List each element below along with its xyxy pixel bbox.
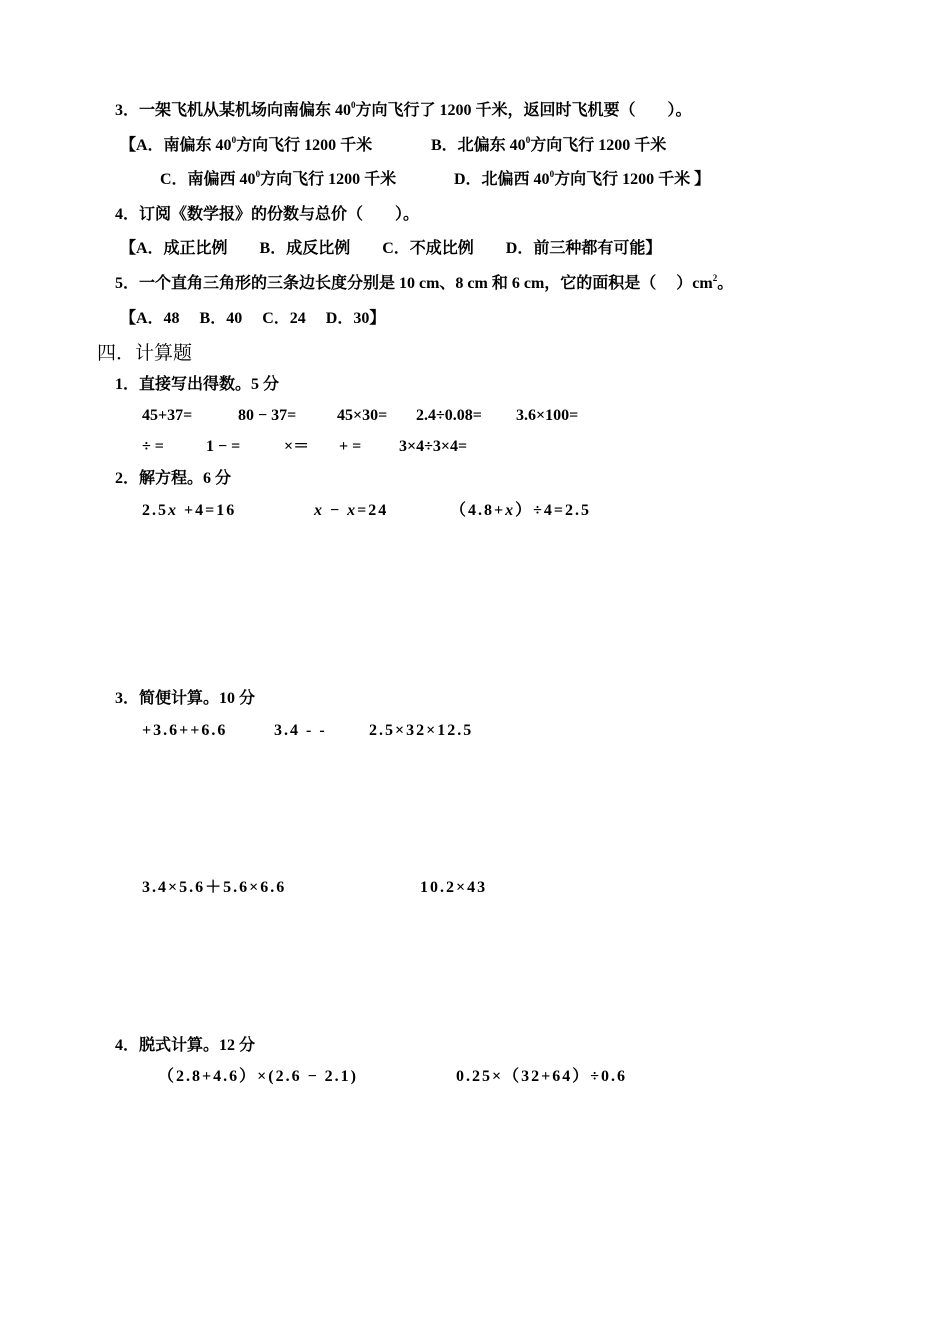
equation-2 bbox=[314, 500, 388, 522]
calc-1-item: 45×30= bbox=[337, 407, 388, 424]
degree-superscript: 0 bbox=[231, 135, 237, 145]
calc-1-heading: 1．直接写出得数。5 分 bbox=[115, 376, 280, 393]
question-3-text: 3．一架飞机从某机场向南偏东 40 bbox=[115, 102, 352, 119]
calc-2-heading: 2．解方程。6 分 bbox=[115, 470, 232, 487]
calc-3-item: 3.4×5.6＋5.6×6.6 bbox=[142, 879, 287, 896]
degree-superscript: 0 bbox=[549, 169, 555, 179]
variable-x: x bbox=[505, 502, 516, 519]
equation-1-coefficient: 2.5 bbox=[142, 502, 168, 519]
calc-1-item: 1 − = bbox=[206, 438, 241, 455]
calc-3-item: 2.5×32×12.5 bbox=[369, 722, 474, 739]
question-5-text-end: 。 bbox=[717, 275, 734, 292]
equation-3-rest: ）÷4=2.5 bbox=[515, 502, 592, 519]
calc-3-heading: 3．简便计算。10 分 bbox=[115, 690, 256, 707]
squared-superscript: 2 bbox=[712, 273, 718, 283]
calc-1-item: 80 − 37= bbox=[238, 407, 297, 424]
calc-3-item: 10.2×43 bbox=[420, 879, 488, 896]
calc-1-item: 3.6×100= bbox=[516, 407, 579, 424]
equation-3 bbox=[450, 500, 591, 522]
option-b-label: B．北偏东 40 bbox=[431, 137, 526, 154]
calc-4-item: 0.25×（32+64）÷0.6 bbox=[456, 1068, 628, 1085]
question-4-stem: 4．订阅《数学报》的份数与总价（ ）。 bbox=[115, 206, 420, 223]
option-b-text: 方向飞行 1200 千米 bbox=[530, 137, 667, 154]
question-3-option-d bbox=[454, 169, 710, 191]
calc-4-heading: 4．脱式计算。12 分 bbox=[115, 1037, 256, 1054]
equation-2-operator: − bbox=[324, 502, 348, 519]
question-3-stem bbox=[115, 100, 692, 122]
degree-superscript: 0 bbox=[525, 135, 531, 145]
equation-2-rest: =24 bbox=[357, 502, 389, 519]
calc-1-item: ×＝ bbox=[284, 438, 310, 455]
calc-1-item: 3×4÷3×4= bbox=[399, 438, 468, 455]
variable-x: x bbox=[168, 502, 178, 519]
equation-1-rest: +4=16 bbox=[178, 502, 237, 519]
option-a-text: 方向飞行 1200 千米 bbox=[236, 137, 373, 154]
question-5-options: 【A．48 B．40 C．24 D．30】 bbox=[120, 310, 386, 327]
question-3-option-c bbox=[160, 169, 396, 191]
question-3-option-a bbox=[120, 135, 372, 157]
option-d-text: 方向飞行 1200 千米 】 bbox=[554, 171, 711, 188]
option-c-label: C．南偏西 40 bbox=[160, 171, 256, 188]
calc-1-item: ÷ = bbox=[142, 438, 164, 455]
option-d-label: D．北偏西 40 bbox=[454, 171, 550, 188]
equation-1 bbox=[142, 500, 236, 522]
calc-1-item: 2.4÷0.08= bbox=[416, 407, 482, 424]
calc-1-item: + = bbox=[339, 438, 362, 455]
variable-x: x bbox=[314, 502, 324, 519]
option-a-label: 【A．南偏东 40 bbox=[120, 137, 232, 154]
question-4-options: 【A．成正比例 B．成反比例 C．不成比例 D．前三种都有可能】 bbox=[120, 240, 662, 257]
variable-x: x bbox=[347, 502, 358, 519]
question-5-stem bbox=[115, 273, 733, 295]
question-5-text: 5．一个直角三角形的三条边长度分别是 10 cm、8 cm 和 6 cm，它的面积是（ ）cm bbox=[115, 275, 713, 292]
calc-3-item: +3.6++6.6 bbox=[142, 722, 228, 739]
calc-3-item: 3.4 - - bbox=[274, 722, 327, 739]
calc-1-item: 45+37= bbox=[142, 407, 193, 424]
calc-4-item: （2.8+4.6）×(2.6 − 2.1) bbox=[158, 1068, 359, 1085]
degree-superscript: 0 bbox=[255, 169, 261, 179]
option-c-text: 方向飞行 1200 千米 bbox=[260, 171, 397, 188]
question-3-option-b bbox=[431, 135, 666, 157]
degree-superscript: 0 bbox=[351, 100, 356, 110]
section-title: 四．计算题 bbox=[97, 342, 193, 364]
equation-3-start: （4.8+ bbox=[450, 502, 506, 519]
question-3-text-end: 方向飞行了 1200 千米，返回时飞机要（ ）。 bbox=[355, 102, 692, 119]
